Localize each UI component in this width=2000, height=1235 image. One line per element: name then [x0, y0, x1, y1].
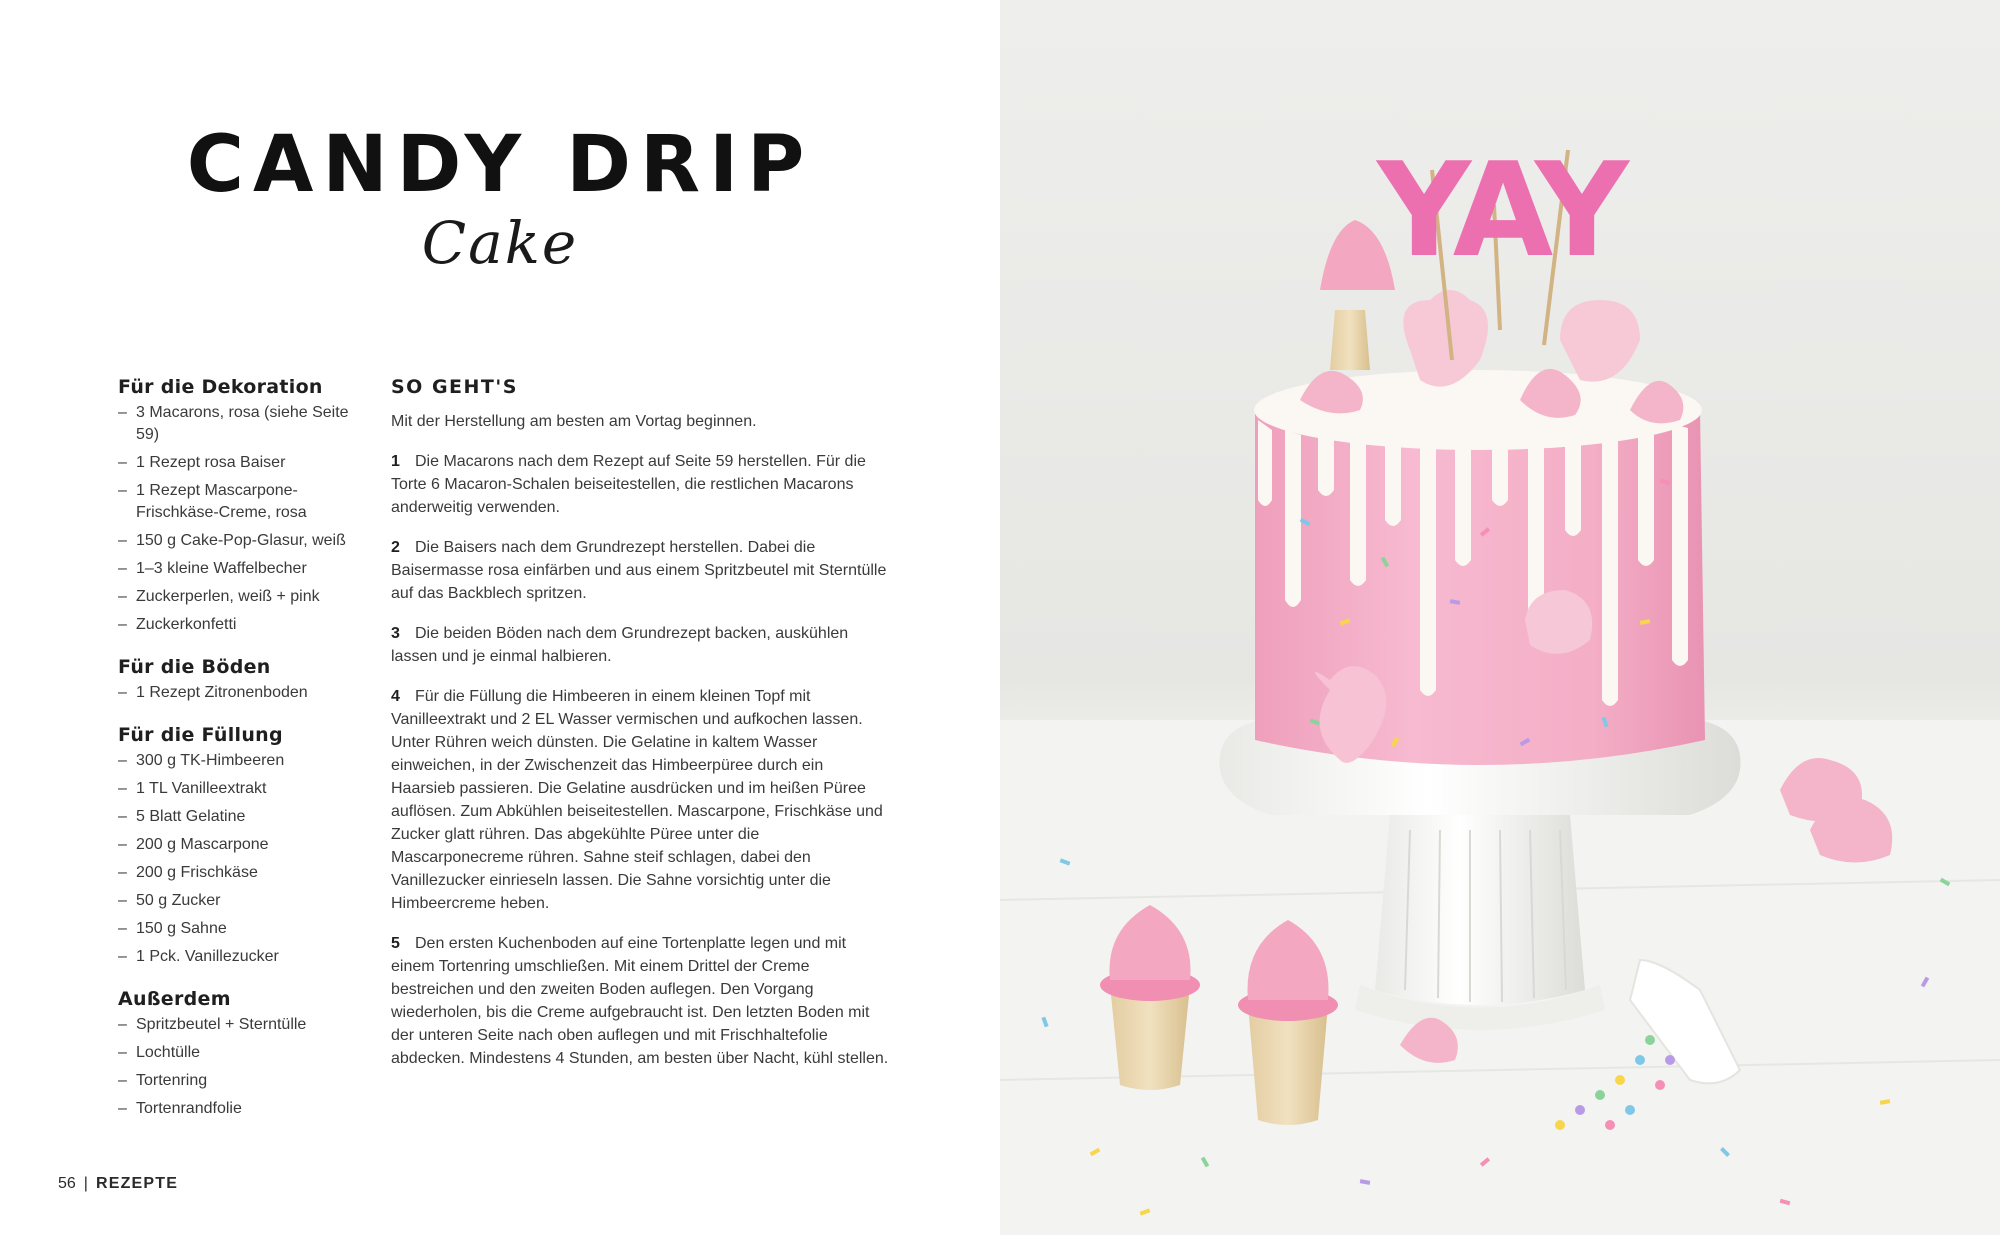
- ingredient-text: 3 Macarons, rosa (siehe Seite 59): [136, 404, 349, 443]
- ingredient-item: [118, 402, 358, 446]
- ingredient-item: [118, 586, 358, 608]
- step-text: Für die Füllung die Himbeeren in einem kleinen Topf mit Vanilleextrakt und 2 EL Wasser vermischen und aufkochen lassen. Unter Rühren weich dünsten. Die Gelatine in kaltem Wasser einweichen, in der Zwischenzeit das Himbeerpüree durch ein Haarsieb passieren. Die Gelatine ausdrücken und im heißen Püree auflösen. Zum Abkühlen beiseitestellen. Mascarpone, Frischkäse und Zucker glatt rühren. Das abgekühlte Püree unter die Mascarponecreme rühren. Sahne steif schlagen, dabei den Vanillezucker einrieseln lassen. Die Sahne vorsichtig unter die Himbeercreme heben.: [391, 688, 883, 912]
- ingredient-list: [118, 750, 358, 968]
- list-dash: –: [118, 560, 127, 577]
- ingredient-text: 200 g Frischkäse: [136, 864, 258, 881]
- list-dash: –: [118, 864, 127, 881]
- ingredient-list: [118, 1014, 358, 1120]
- step-paragraph: [391, 450, 891, 519]
- ingredient-item: [118, 558, 358, 580]
- ingredient-text: 5 Blatt Gelatine: [136, 808, 246, 825]
- ingredient-item: [118, 530, 358, 552]
- step-number: 2: [391, 539, 400, 556]
- steps-heading: SO GEHT'S: [391, 376, 518, 398]
- recipe-title: CANDY DRIP: [186, 120, 814, 210]
- ingredient-item: [118, 750, 358, 772]
- ingredient-item: [118, 862, 358, 884]
- step-text: Den ersten Kuchenboden auf eine Tortenplatte legen und mit einem Tortenring umschließen. Mit einem Drittel der Creme bestreichen und den zweiten Boden auflegen. Den Vorgang wiederholen, bis die Creme aufgebraucht ist. Den letzten Boden mit der unteren Seite nach oben auflegen und mit Frischhaltefolie abdecken. Mindestens 4 Stunden, am besten über Nacht, kühl stellen.: [391, 935, 889, 1067]
- ingredient-group-heading: Für die Füllung: [118, 724, 283, 746]
- steps-intro: Mit der Herstellung am besten am Vortag beginnen.: [391, 413, 757, 430]
- ingredient-text: 1–3 kleine Waffelbecher: [136, 560, 307, 577]
- section-name: REZEPTE: [95, 1175, 179, 1192]
- list-dash: –: [118, 892, 127, 909]
- ingredient-item: [118, 890, 358, 912]
- ingredient-group-heading: Außerdem: [118, 988, 231, 1010]
- ingredient-list: [118, 402, 358, 636]
- cake-photo: [1000, 0, 2000, 1235]
- recipe-subtitle-script: Cake: [421, 209, 579, 277]
- step-text: Die Baisers nach dem Grundrezept herstellen. Dabei die Baisermasse rosa einfärben und aus einem Spritzbeutel mit Sterntülle auf das Backblech spritzen.: [391, 539, 887, 602]
- list-dash: –: [118, 1016, 127, 1033]
- cake-body: [1254, 370, 1705, 765]
- step-paragraph: [391, 536, 891, 605]
- ingredient-text: 1 Rezept Mascarpone-Frischkäse-Creme, rosa: [136, 482, 307, 521]
- list-dash: –: [118, 948, 127, 965]
- ingredient-text: Lochtülle: [136, 1044, 201, 1061]
- list-dash: –: [118, 752, 127, 769]
- list-dash: –: [118, 482, 127, 499]
- list-dash: –: [118, 808, 127, 825]
- list-dash: –: [118, 404, 127, 421]
- ingredient-item: [118, 1070, 358, 1092]
- ingredient-item: [118, 918, 358, 940]
- ingredients-column: [118, 376, 358, 1140]
- ingredient-item: [118, 778, 358, 800]
- ingredient-text: Zuckerkonfetti: [136, 616, 237, 633]
- ingredient-group-heading: Für die Böden: [118, 656, 271, 678]
- ingredient-item: [118, 480, 358, 524]
- step-paragraph: [391, 622, 891, 668]
- ingredient-item: [118, 452, 358, 474]
- ingredient-text: 1 TL Vanilleextrakt: [136, 780, 267, 797]
- step-text: Die Macarons nach dem Rezept auf Seite 59 herstellen. Für die Torte 6 Macaron-Schalen beiseitestellen, die restlichen Macarons anderweitig verwenden.: [391, 453, 866, 516]
- page-footer: [58, 1175, 178, 1193]
- ingredient-text: Spritzbeutel + Sterntülle: [136, 1016, 307, 1033]
- ingredient-list: [118, 682, 358, 704]
- ingredient-text: Tortenring: [136, 1072, 208, 1089]
- ingredient-item: [118, 614, 358, 636]
- ingredient-group-heading: Für die Dekoration: [118, 376, 323, 398]
- step-number: 1: [391, 453, 400, 470]
- ingredient-text: 50 g Zucker: [136, 892, 221, 909]
- ingredient-text: 150 g Cake-Pop-Glasur, weiß: [136, 532, 346, 549]
- step-paragraph: [391, 685, 891, 915]
- topper-text: YAY: [1377, 134, 1623, 286]
- ingredient-text: 200 g Mascarpone: [136, 836, 269, 853]
- step-number: 5: [391, 935, 400, 952]
- ingredient-text: 1 Rezept rosa Baiser: [136, 454, 286, 471]
- ingredient-item: [118, 1098, 358, 1120]
- ingredient-text: 1 Pck. Vanillezucker: [136, 948, 279, 965]
- ingredient-item: [118, 834, 358, 856]
- list-dash: –: [118, 780, 127, 797]
- cake-illustration: [1000, 0, 2000, 1235]
- list-dash: –: [118, 1072, 127, 1089]
- list-dash: –: [118, 684, 127, 701]
- list-dash: –: [118, 1100, 127, 1117]
- steps-list: [391, 450, 891, 1070]
- step-number: 3: [391, 625, 400, 642]
- instructions-column: [391, 376, 891, 1087]
- list-dash: –: [118, 616, 127, 633]
- step-number: 4: [391, 688, 400, 705]
- ingredient-text: Zuckerperlen, weiß + pink: [136, 588, 320, 605]
- list-dash: –: [118, 836, 127, 853]
- footer-separator: |: [83, 1175, 88, 1192]
- list-dash: –: [118, 532, 127, 549]
- list-dash: –: [118, 1044, 127, 1061]
- ingredient-text: 150 g Sahne: [136, 920, 227, 937]
- ingredient-group: [118, 376, 358, 636]
- ingredient-group: [118, 656, 358, 704]
- ingredient-item: [118, 1014, 358, 1036]
- ingredient-text: 300 g TK-Himbeeren: [136, 752, 285, 769]
- page-number: 56: [58, 1175, 76, 1192]
- list-dash: –: [118, 454, 127, 471]
- ingredient-item: [118, 1042, 358, 1064]
- ingredient-item: [118, 806, 358, 828]
- list-dash: –: [118, 588, 127, 605]
- ingredient-text: 1 Rezept Zitronenboden: [136, 684, 308, 701]
- ingredient-item: [118, 946, 358, 968]
- step-paragraph: [391, 932, 891, 1070]
- list-dash: –: [118, 920, 127, 937]
- ingredient-text: Tortenrandfolie: [136, 1100, 242, 1117]
- ingredient-item: [118, 682, 358, 704]
- step-text: Die beiden Böden nach dem Grundrezept backen, auskühlen lassen und je einmal halbieren.: [391, 625, 849, 665]
- ingredient-group: [118, 988, 358, 1120]
- ingredient-group: [118, 724, 358, 968]
